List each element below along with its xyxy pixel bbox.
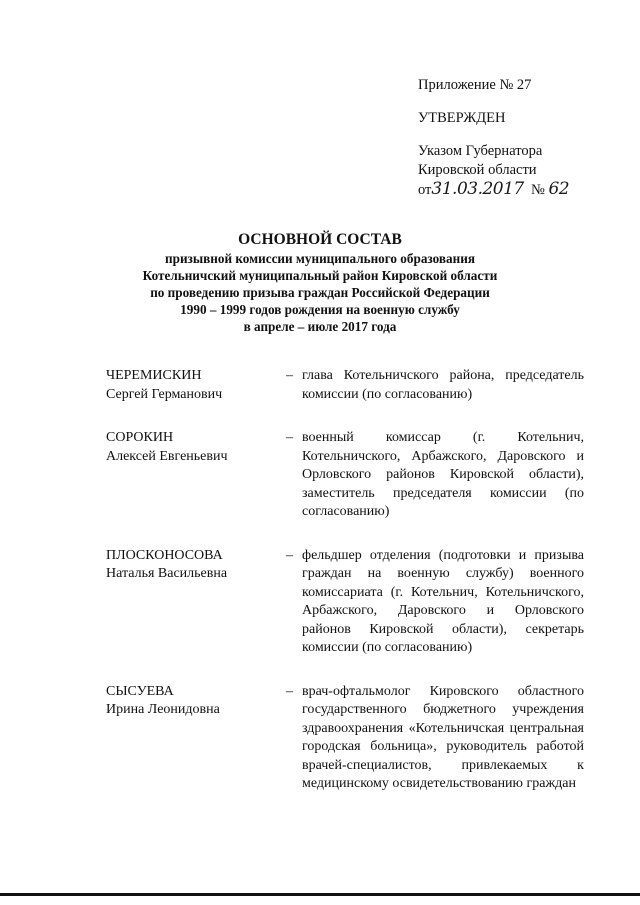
member-person (106, 429, 286, 522)
title-line: 1990 – 1999 годов рождения на военную службу (180, 302, 460, 317)
handwritten-number: 62 (548, 179, 570, 199)
member-entry (106, 547, 584, 658)
decree-line-1: Указом Губернатора (418, 143, 543, 159)
member-role: врач-офтальмолог Кировского областного государственного бюджетного учреждения здравоохранения «Котельничская центральная городская больница», руководитель работой врачей-специалистов, привлекаемых к медицинскому освидетельствованию граждан (302, 683, 584, 791)
appendix-label: Приложение № 27 (418, 77, 532, 93)
title-main: ОСНОВНОЙ СОСТАВ (238, 231, 402, 248)
member-entry (106, 367, 584, 404)
from-prefix: от (418, 182, 432, 198)
member-person (106, 367, 286, 404)
member-surname: СОРОКИН (106, 430, 174, 445)
member-role: фельдшер отделения (подготовки и призыва граждан на военную службу) военного комиссариата (г. Котельнич, Котельничского, Арбажского, Даровского и Орловского районов Кировской области), секретарь комиссии (по согласованию) (302, 547, 584, 655)
member-surname: ПЛОСКОНОСОВА (106, 547, 223, 563)
member-name: Сергей Германович (106, 386, 223, 402)
approval-block (418, 76, 569, 200)
member-person (106, 547, 286, 658)
page-bottom-rule (0, 893, 640, 896)
member-role: военный комиссар (г. Котельнич, Котельничского, Арбажского, Даровского и Орловского районов Кировской области), заместитель председателя комиссии (по согласованию) (302, 430, 584, 519)
decree-date-row (418, 180, 569, 200)
member-name: Наталья Васильевна (106, 566, 228, 581)
member-dash: – (286, 368, 293, 383)
member-person (106, 683, 286, 794)
member-dash: – (286, 430, 293, 445)
member-name: Ирина Леонидовна (106, 702, 220, 717)
member-surname: СЫСУЕВА (106, 683, 174, 699)
title-line: призывной комиссии муниципального образования (165, 251, 475, 266)
member-surname: ЧЕРЕМИСКИН (106, 368, 202, 383)
title-line: в апреле – июле 2017 года (243, 319, 397, 334)
handwritten-date: 31.03.2017 (431, 179, 524, 199)
member-name: Алексей Евгеньевич (106, 448, 228, 464)
members-list (106, 367, 584, 819)
member-dash: – (286, 683, 293, 699)
decree-line-2: Кировской области (418, 162, 537, 178)
member-entry (106, 429, 584, 522)
document-title (0, 229, 640, 335)
number-prefix: № (531, 182, 545, 198)
member-dash: – (286, 547, 293, 563)
approved-label: УТВЕРЖДЕН (418, 110, 506, 126)
title-line: Котельничский муниципальный район Кировской области (142, 268, 498, 283)
title-line: по проведению призыва граждан Российской Федерации (150, 285, 490, 300)
member-entry (106, 683, 584, 794)
member-role: глава Котельничского района, председатель комиссии (по согласованию) (302, 368, 584, 402)
